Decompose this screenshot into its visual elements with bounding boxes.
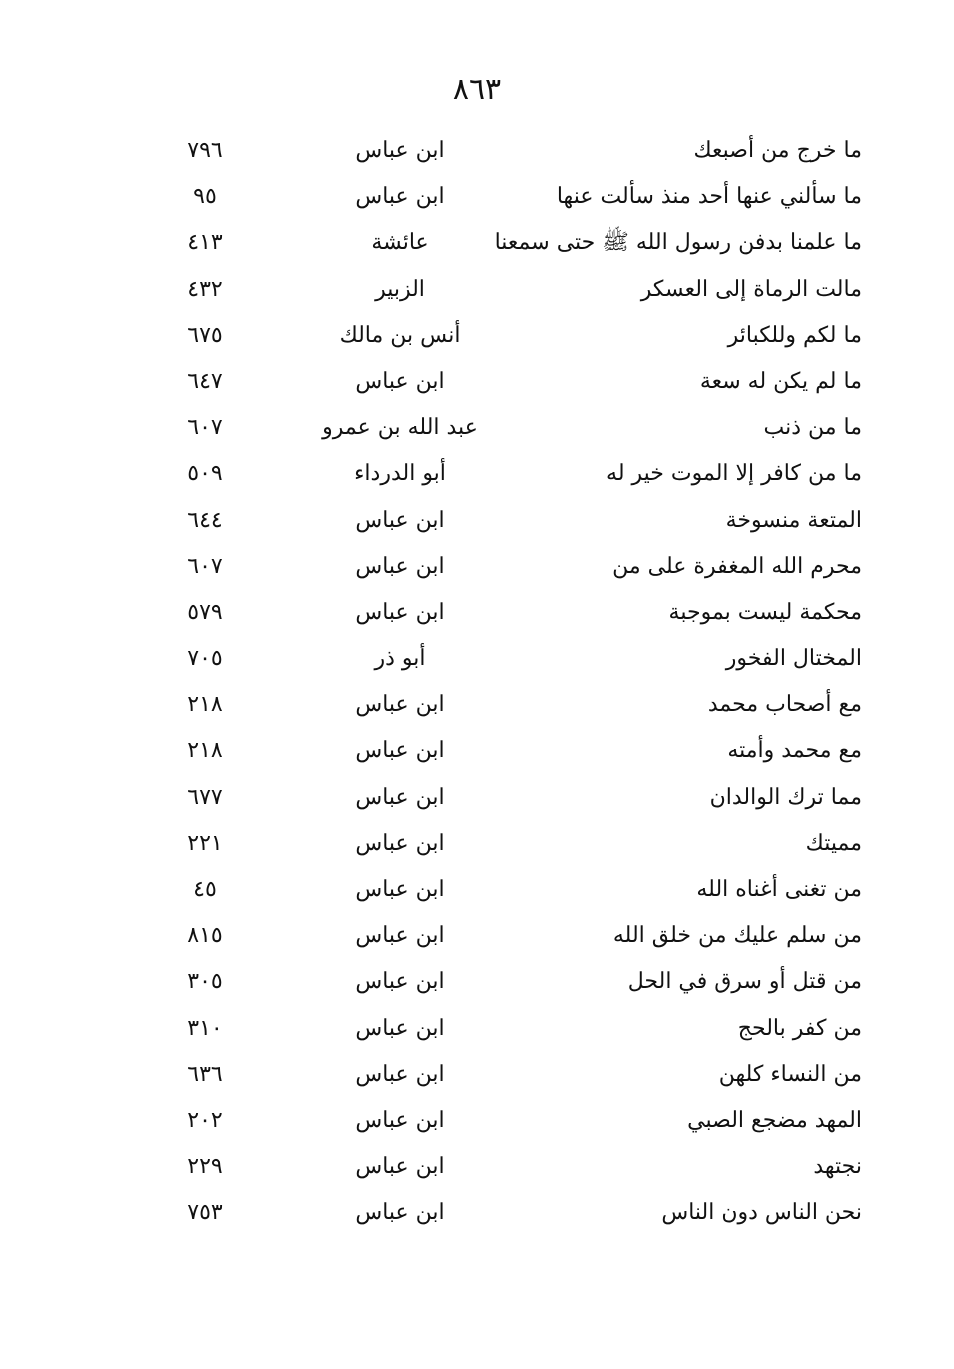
index-row [0, 405, 954, 451]
hadith-phrase: ما علمنا بدفن رسول الله ﷺ حتى سمعنا [494, 230, 862, 256]
narrator-name: ابن عباس [355, 784, 445, 810]
index-row [0, 451, 954, 497]
hadith-phrase: ما سألني عنها أحد منذ سألت عنها [556, 184, 862, 210]
index-row [0, 775, 954, 821]
index-row [0, 867, 954, 913]
narrator-name: ابن عباس [355, 877, 445, 902]
hadith-phrase: مما ترك الوالدان [709, 784, 862, 810]
hadith-phrase: مالت الرماة إلى العسكر [640, 276, 862, 302]
index-row [0, 1098, 954, 1144]
page-reference: ٦٧٧ [187, 784, 223, 810]
index-row [0, 359, 954, 405]
page-reference: ٨١٥ [187, 923, 223, 949]
hadith-phrase: من سلم عليك من خلق الله [612, 923, 862, 949]
hadith-phrase: المختال الفخور [725, 646, 862, 672]
hadith-phrase: محرم الله المغفرة على من [612, 553, 862, 579]
index-table [0, 128, 954, 1237]
page-reference: ٧٩٦ [187, 138, 223, 163]
page-reference: ٢١٨ [187, 692, 223, 718]
index-row [0, 636, 954, 682]
narrator-name: ابن عباس [355, 923, 445, 949]
hadith-phrase: من قتل أو سرق في الحل [627, 969, 862, 995]
page-reference: ٢٢١ [187, 830, 223, 856]
narrator-name: ابن عباس [355, 368, 445, 394]
index-row [0, 174, 954, 220]
page-reference: ٢٢٩ [187, 1154, 223, 1180]
narrator-name: ابن عباس [355, 969, 445, 995]
narrator-name: أنس بن مالك [339, 322, 461, 348]
hadith-phrase: ما خرج من أصبعك [693, 138, 862, 163]
index-row [0, 913, 954, 959]
hadith-phrase: المهد مضجع الصبي [687, 1107, 862, 1133]
index-row [0, 498, 954, 544]
page-reference: ٦٠٧ [187, 415, 223, 441]
hadith-phrase: نحن الناس دون الناس [661, 1200, 862, 1226]
page-reference: ٥٧٩ [187, 599, 223, 625]
page-number: ٨٦٣ [452, 72, 502, 107]
narrator-name: ابن عباس [355, 553, 445, 579]
index-row [0, 128, 954, 174]
narrator-name: ابن عباس [355, 1061, 445, 1087]
narrator-name: ابن عباس [355, 138, 445, 163]
narrator-name: ابن عباس [355, 1154, 445, 1180]
hadith-phrase: مع محمد وأمته [727, 738, 862, 764]
hadith-phrase: ما لم يكن له سعة [699, 368, 862, 394]
index-row [0, 1190, 954, 1236]
page-reference: ٧٠٥ [187, 646, 223, 672]
narrator-name: ابن عباس [355, 599, 445, 625]
page-reference: ٣١٠ [187, 1015, 223, 1041]
index-row [0, 821, 954, 867]
narrator-name: عائشة [371, 230, 429, 256]
index-row [0, 544, 954, 590]
index-row [0, 313, 954, 359]
hadith-phrase: ما من ذنب [763, 415, 862, 441]
narrator-name: ابن عباس [355, 1107, 445, 1133]
hadith-phrase: من كفر بالحج [737, 1015, 862, 1041]
page-reference: ٤٣٢ [187, 276, 223, 302]
hadith-phrase: مع أصحاب محمد [707, 692, 862, 718]
narrator-name: ابن عباس [355, 1015, 445, 1041]
index-row [0, 267, 954, 313]
page-reference: ٧٥٣ [187, 1200, 223, 1226]
index-row [0, 1052, 954, 1098]
page-reference: ٦٤٤ [187, 507, 223, 533]
page-reference: ٥٠٩ [187, 461, 223, 487]
narrator-name: ابن عباس [355, 184, 445, 210]
narrator-name: عبد الله بن عمرو [322, 415, 478, 441]
hadith-phrase: مميتك [805, 830, 862, 856]
hadith-phrase: محكمة ليست بموجبة [668, 599, 862, 625]
page-reference: ٦٤٧ [187, 368, 223, 394]
index-row [0, 682, 954, 728]
narrator-name: ابن عباس [355, 738, 445, 764]
narrator-name: أبو ذر [374, 646, 426, 672]
page-reference: ٤١٣ [187, 230, 223, 256]
hadith-phrase: من تغنى أغناه الله [696, 877, 862, 902]
narrator-name: أبو الدرداء [354, 461, 446, 487]
page-reference: ٢١٨ [187, 738, 223, 764]
hadith-phrase: المتعة منسوخة [725, 507, 862, 533]
index-row [0, 1144, 954, 1190]
page-reference: ٩٥ [193, 184, 217, 210]
page-reference: ٦٣٦ [187, 1061, 223, 1087]
index-row [0, 1006, 954, 1052]
hadith-phrase: ما من كافر إلا الموت خير له [606, 461, 862, 487]
narrator-name: ابن عباس [355, 507, 445, 533]
page-reference: ٦٧٥ [187, 322, 223, 348]
index-row [0, 728, 954, 774]
hadith-phrase: نجتهد [813, 1154, 862, 1180]
narrator-name: ابن عباس [355, 830, 445, 856]
page-reference: ٣٠٥ [187, 969, 223, 995]
page-reference: ٦٠٧ [187, 553, 223, 579]
index-row [0, 220, 954, 266]
index-row [0, 590, 954, 636]
hadith-phrase: من النساء كلهن [718, 1061, 862, 1087]
narrator-name: الزبير [375, 276, 425, 302]
hadith-phrase: ما لكم وللكبائر [727, 322, 862, 348]
narrator-name: ابن عباس [355, 692, 445, 718]
page-reference: ٢٠٢ [187, 1107, 223, 1133]
page-reference: ٤٥ [193, 877, 217, 902]
narrator-name: ابن عباس [355, 1200, 445, 1226]
index-row [0, 959, 954, 1005]
